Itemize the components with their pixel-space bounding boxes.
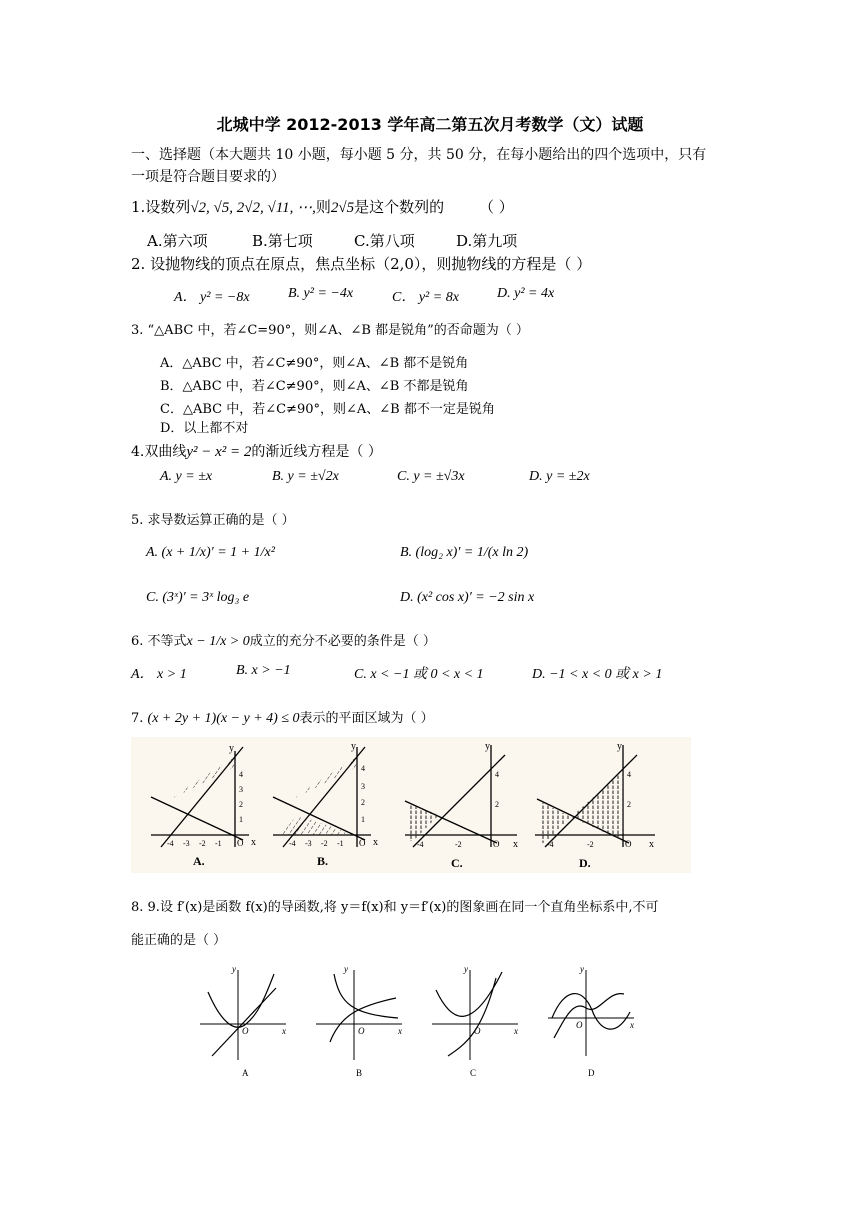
q7c-origin: O (493, 839, 500, 849)
q7b-tick-y2: 2 (361, 798, 365, 807)
question-8-stem-line2: 能正确的是（ ） (131, 933, 227, 948)
q7d-label: D. (579, 856, 591, 870)
question-3-stem: 3. “△ABC 中，若∠C=90°，则∠A、∠B 都是锐角”的否命题为（ ） (131, 323, 529, 338)
q7a-tick-y1: 1 (239, 815, 243, 824)
q4-equation: y² − x² = 2 (186, 444, 252, 460)
q1-sequence: √2, √5, 2√2, √11, ⋯, (190, 200, 316, 216)
q5-option-b: B. (log₂ x)′ = 1/(x ln 2) (400, 545, 529, 560)
q7a-tick-y4: 4 (239, 770, 243, 779)
section-instructions-line2: 一项是符合题目要求的） (131, 169, 285, 185)
question-6-stem (131, 630, 436, 650)
q7a-tick-x-2: -2 (199, 839, 206, 848)
q6-option-b: B. x > −1 (236, 663, 291, 678)
q6-option-a: A． x > 1 (131, 667, 187, 682)
q7b-axis-y: y (351, 741, 356, 752)
q8-figure-a (200, 964, 286, 1078)
q1-prefix: 1.设数列 (131, 198, 191, 216)
q8b-origin: O (358, 1026, 365, 1036)
q2-option-d: D. y² = 4x (497, 286, 555, 301)
q4-prefix: 4.双曲线 (131, 444, 187, 460)
q7a-tick-x-1: -1 (215, 839, 222, 848)
q5-option-a: A. (x + 1/x)′ = 1 + 1/x² (146, 545, 275, 560)
page-title: 北城中学 2012-2013 学年高二第五次月考数学（文）试题 (216, 115, 644, 134)
q7d-tick-x-2: -2 (587, 840, 594, 849)
q1-option-a: A.第六项 (147, 232, 208, 250)
q7d-tick-y2: 2 (627, 800, 631, 809)
q7a-tick-x-4: -4 (167, 839, 174, 848)
q8a-origin: O (242, 1026, 249, 1036)
q3-option-c: C．△ABC 中，若∠C≠90°，则∠A、∠B 都不一定是锐角 (160, 402, 495, 417)
q1-option-c: C.第八项 (354, 232, 415, 250)
q1-answer-paren: （ ） (478, 198, 514, 216)
q7c-tick-x-4: -4 (417, 840, 424, 849)
q7b-tick-x-2: -2 (321, 839, 328, 848)
q7c-axis-y: y (485, 741, 490, 752)
q7a-axis-y: y (229, 743, 234, 754)
q4-option-d: D. y = ±2x (529, 469, 590, 484)
q7a-origin: O (237, 838, 244, 848)
q7b-tick-y4: 4 (361, 764, 365, 773)
q7b-tick-x-4: -4 (289, 839, 296, 848)
q7-prefix: 7. (131, 711, 144, 726)
q8d-origin: O (576, 1020, 583, 1030)
q8c-axis-x: x (514, 1026, 518, 1036)
q7c-tick-y4: 4 (495, 770, 499, 779)
q8c-axis-y: y (464, 964, 468, 974)
q7a-axis-x: x (251, 837, 256, 848)
q7-suffix: 表示的平面区域为（ ） (299, 711, 434, 726)
q6-option-d: D. −1 < x < 0 或 x > 1 (532, 667, 663, 682)
q8c-origin: O (474, 1026, 481, 1036)
q4-option-a: A. y = ±x (160, 469, 213, 484)
q7-inequality: (x + 2y + 1)(x − y + 4) ≤ 0 (147, 711, 300, 726)
q1-mid: 则 (315, 198, 331, 216)
q7b-tick-y3: 3 (361, 782, 365, 791)
q7c-label: C. (451, 856, 463, 870)
q8d-axis-y: y (580, 964, 584, 974)
q7d-tick-x-4: -4 (547, 840, 554, 849)
q8c-label: C (470, 1068, 477, 1078)
q1-suffix: 是这个数列的 (354, 198, 445, 216)
q6-suffix: 成立的充分不必要的条件是（ ） (249, 634, 436, 649)
q8b-label: B (356, 1068, 363, 1078)
question-1-stem (131, 196, 514, 217)
question-7-stem (131, 707, 434, 727)
q6-prefix: 6. 不等式 (131, 634, 187, 649)
q3-option-d: D．以上都不对 (160, 421, 249, 436)
q2-option-b: B. y² = −4x (288, 286, 354, 301)
q5-option-d: D. (x² cos x)′ = −2 sin x (400, 590, 535, 605)
question-5-stem: 5. 求导数运算正确的是（ ） (131, 513, 295, 528)
q7c-tick-x-2: -2 (455, 840, 462, 849)
q8-graph-figures (190, 960, 634, 1080)
q7b-tick-x-3: -3 (305, 839, 312, 848)
q1-option-b: B.第七项 (252, 232, 313, 250)
q1-option-d: D.第九项 (456, 232, 518, 250)
q7d-origin: O (625, 839, 632, 849)
q3-option-a: A．△ABC 中，若∠C≠90°，则∠A、∠B 都不是锐角 (160, 356, 469, 371)
q4-suffix: 的渐近线方程是（ ） (251, 444, 382, 460)
q7b-axis-x: x (373, 837, 378, 848)
q7b-origin: O (359, 838, 366, 848)
q7d-tick-y4: 4 (627, 770, 631, 779)
q8d-axis-x: x (630, 1020, 634, 1030)
q7a-tick-y2: 2 (239, 800, 243, 809)
q6-option-c: C. x < −1 或 0 < x < 1 (354, 667, 484, 682)
q4-option-c: C. y = ±√3x (397, 469, 465, 484)
q2-option-a: A． y² = −8x (174, 290, 250, 305)
q7a-tick-x-3: -3 (183, 839, 190, 848)
q7b-tick-x-1: -1 (337, 839, 344, 848)
question-8-stem-line1: 8. 9.设 f′(x)是函数 f(x)的导函数,将 y＝f(x)和 y＝f′(x)的图象画在同一个直角坐标系中,不可 (131, 900, 659, 915)
q7a-tick-y3: 3 (239, 785, 243, 794)
q8a-axis-x: x (282, 1026, 286, 1036)
question-4-stem (131, 441, 382, 461)
q7b-tick-y1: 1 (361, 815, 365, 824)
q8b-axis-y: y (344, 964, 348, 974)
q2-option-c: C． y² = 8x (392, 290, 459, 305)
q6-inequality: x − 1/x > 0 (186, 634, 250, 649)
q7c-tick-y2: 2 (495, 800, 499, 809)
q8-figure-d (548, 964, 634, 1078)
q7b-label: B. (317, 854, 329, 868)
q1-term: 2√5 (330, 200, 355, 216)
q8d-label: D (588, 1068, 595, 1078)
q4-option-b: B. y = ±√2x (272, 469, 339, 484)
q7d-axis-y: y (617, 741, 622, 752)
q7-region-figures (131, 737, 691, 873)
q7d-axis-x: x (649, 839, 654, 850)
q8b-axis-x: x (398, 1026, 402, 1036)
q8a-axis-y: y (232, 964, 236, 974)
q8a-label: A (242, 1068, 249, 1078)
q8-figure-b (316, 964, 402, 1078)
q8-figure-c (432, 964, 518, 1078)
q7c-axis-x: x (513, 839, 518, 850)
question-2-stem: 2. 设抛物线的顶点在原点，焦点坐标（2,0），则抛物线的方程是（ ） (131, 255, 592, 273)
q5-option-c: C. (3ˣ)′ = 3ˣ log₃ e (146, 590, 250, 605)
q3-option-b: B．△ABC 中，若∠C≠90°，则∠A、∠B 不都是锐角 (160, 379, 469, 394)
q7a-label: A. (193, 854, 205, 868)
section-instructions-line1: 一、选择题（本大题共 10 小题，每小题 5 分，共 50 分，在每小题给出的四个选项中，只有 (131, 147, 707, 163)
